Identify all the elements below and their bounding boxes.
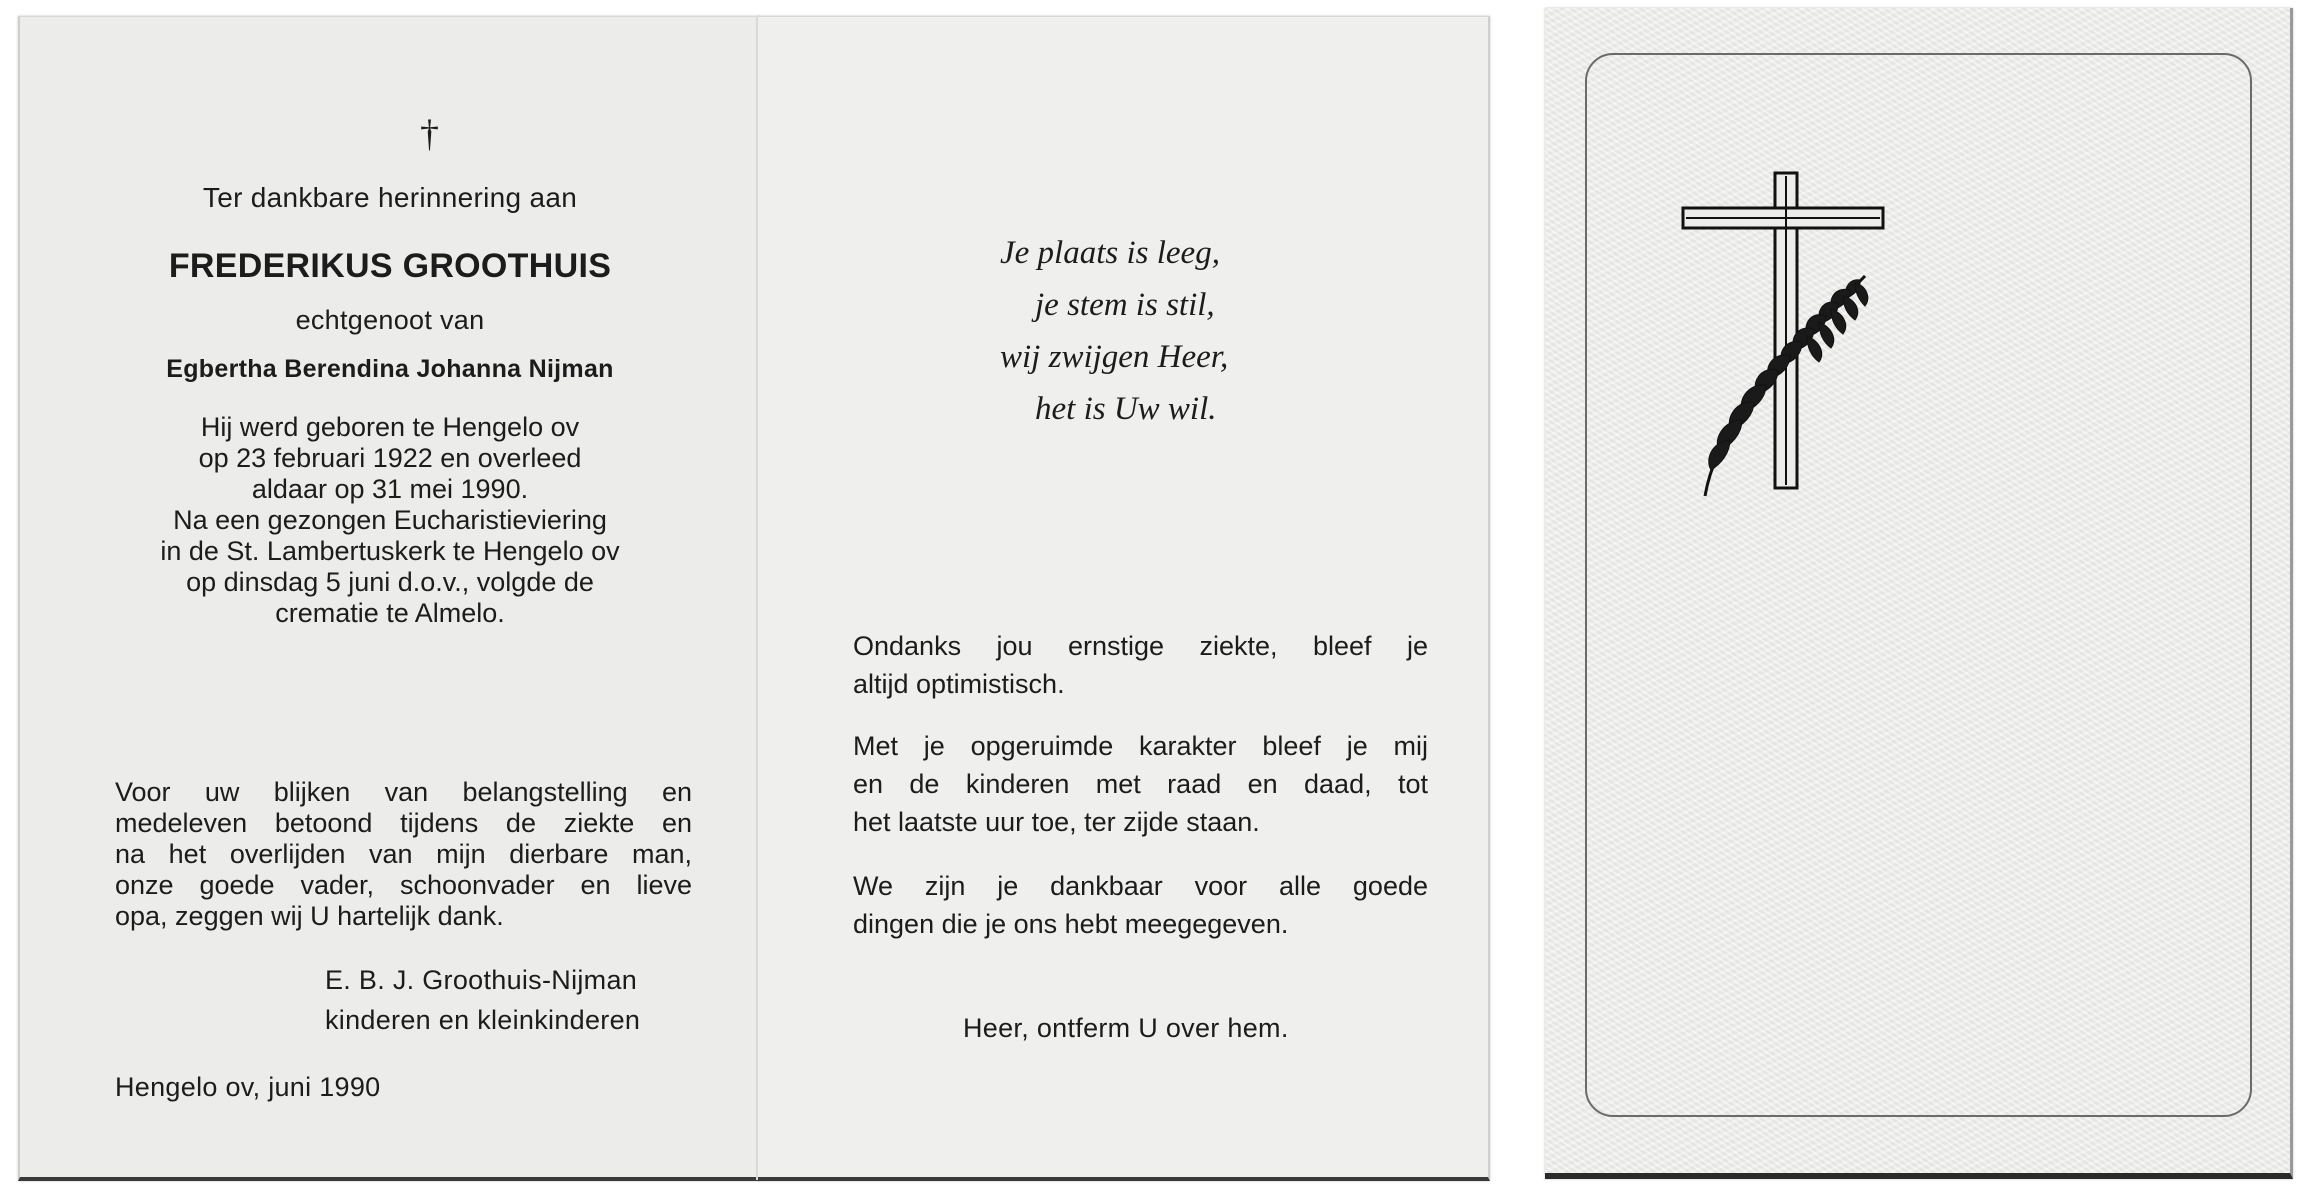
spouse-label: echtgenoot van (295, 305, 485, 335)
thanks-line: onze goede vader, schoonvader en lieve (115, 870, 692, 900)
bio-line: in de St. Lambertuskerk te Hengelo ov (160, 536, 620, 566)
para-line: We zijn je dankbaar voor alle goede (853, 871, 1428, 901)
para-line: dingen die je ons hebt meegegeven. (853, 909, 1289, 939)
paragraph-2 (853, 727, 1428, 841)
card-middle-panel (758, 16, 1490, 1181)
bio-line: op dinsdag 5 juni d.o.v., volgde de (186, 567, 594, 597)
bio-line: aldaar op 31 mei 1990. (251, 474, 529, 504)
bio-line: Hij werd geboren te Hengelo ov (200, 412, 580, 442)
thanks-line: Voor uw blijken van belangstelling en (115, 777, 692, 807)
place-date: Hengelo ov, juni 1990 (115, 1072, 381, 1102)
poem-line: het is Uw wil. (1035, 391, 1217, 427)
thanks-line: medeleven betoond tijdens de ziekte en (115, 808, 692, 838)
intro-text: Ter dankbare herinnering aan (202, 182, 578, 213)
para-line: en de kinderen met raad en daad, tot (853, 769, 1428, 799)
bio-block (20, 412, 760, 629)
thanks-line: opa, zeggen wij U hartelijk dank. (115, 901, 504, 931)
para-line: altijd optimistisch. (853, 669, 1065, 699)
bio-line: op 23 februari 1922 en overleed (198, 443, 582, 473)
paragraph-1 (853, 627, 1428, 703)
para-line: Ondanks jou ernstige ziekte, bleef je (853, 631, 1428, 661)
card-left-panel (18, 16, 760, 1181)
bio-line: crematie te Almelo. (275, 598, 505, 628)
thanks-block (115, 777, 692, 932)
card-cover (1545, 8, 2293, 1179)
poem-line: je stem is stil, (1035, 287, 1215, 323)
cross-icon: † (420, 113, 439, 155)
bio-line: Na een gezongen Eucharistieviering (173, 505, 607, 535)
para-line: het laatste uur toe, ter zijde staan. (853, 807, 1260, 837)
cross-with-palm-icon (1675, 158, 1915, 508)
poem-line: Je plaats is leeg, (1000, 235, 1220, 271)
thanks-line: na het overlijden van mijn dierbare man, (115, 839, 692, 869)
spouse-name: Egbertha Berendina Johanna Nijman (166, 355, 614, 383)
closing-prayer: Heer, ontferm U over hem. (963, 1013, 1289, 1043)
poem-line: wij zwijgen Heer, (1000, 339, 1229, 375)
para-line: Met je opgeruimde karakter bleef je mij (853, 731, 1428, 761)
signature-name: E. B. J. Groothuis-Nijman (325, 965, 638, 995)
deceased-name: FREDERIKUS GROOTHUIS (168, 247, 612, 285)
signature-family: kinderen en kleinkinderen (325, 1005, 641, 1035)
paragraph-3 (853, 867, 1428, 943)
